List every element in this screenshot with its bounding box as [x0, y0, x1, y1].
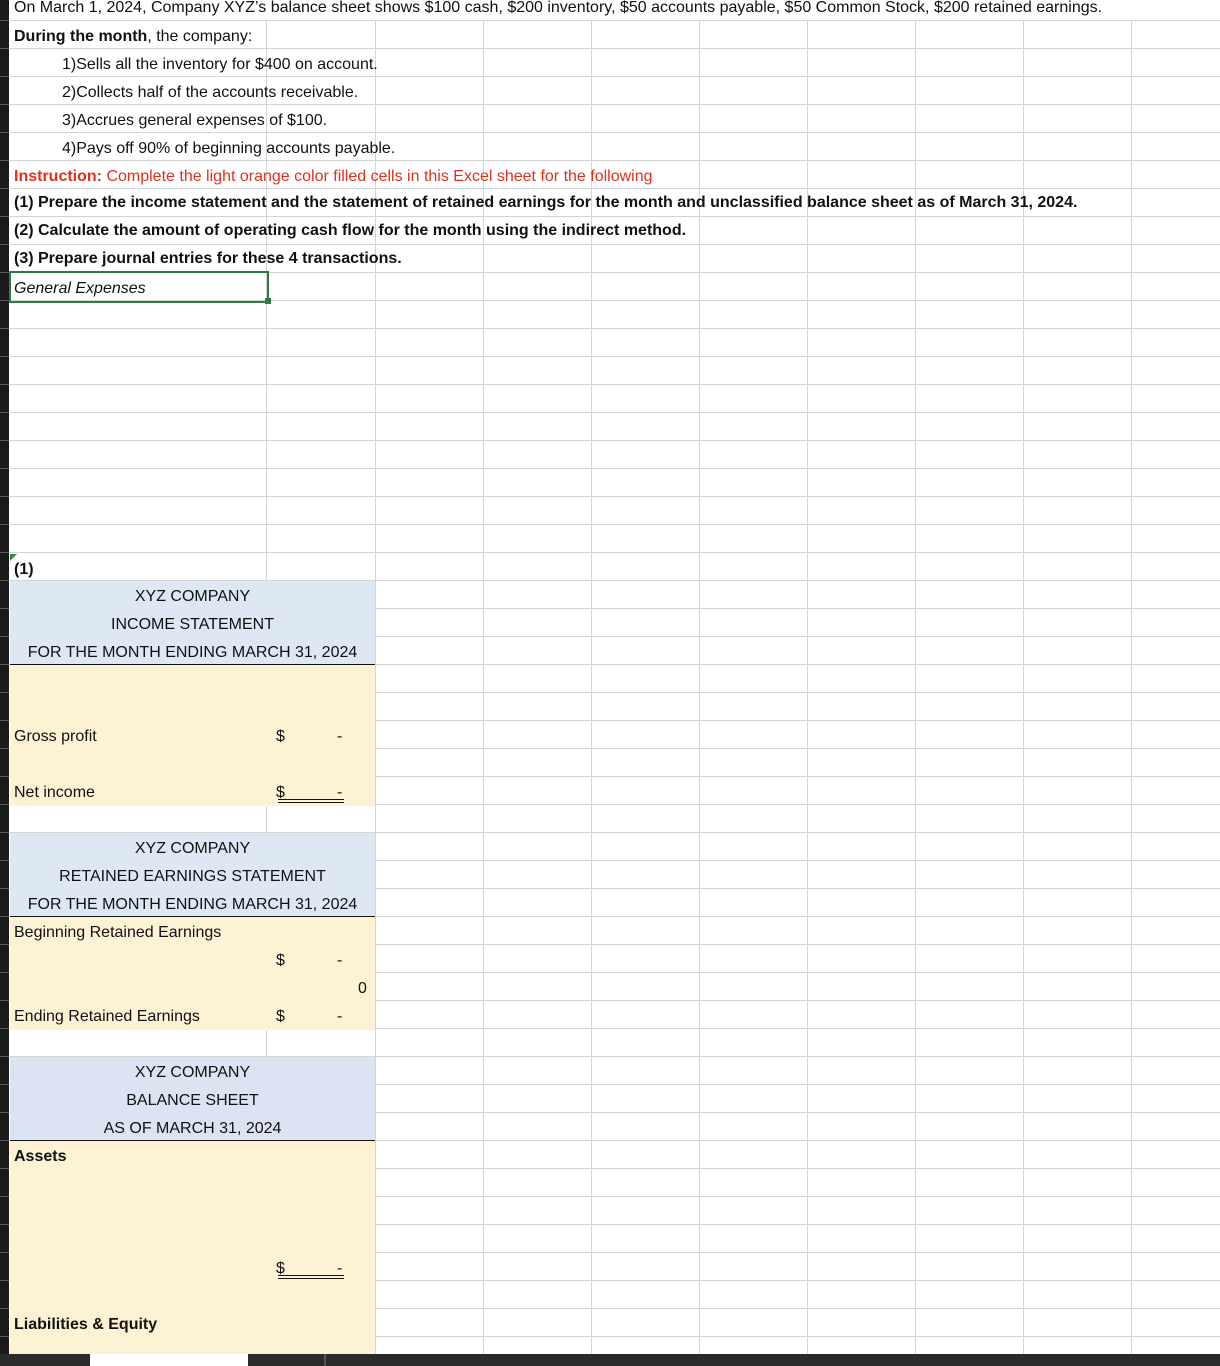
row-header-tick: [0, 20, 9, 21]
grid-row-line: [9, 244, 1220, 245]
total-assets-double-underline: [278, 1275, 344, 1279]
beginning-re-label: Beginning Retained Earnings: [14, 924, 222, 941]
row-header-tick: [0, 1028, 9, 1029]
grid-col-j: [1131, 20, 1132, 1354]
row-header-tick: [0, 1308, 9, 1309]
re-period: FOR THE MONTH ENDING MARCH 31, 2024: [27, 896, 358, 913]
liab-equity-label: Liabilities & Equity: [14, 1316, 158, 1333]
during-bold: During the month: [14, 28, 148, 45]
task-2: (2) Calculate the amount of operating cash flow for the month using the indirect method.: [14, 222, 687, 239]
total-assets-currency: $: [276, 1260, 285, 1277]
re-header-rule: [10, 916, 375, 917]
grid-row-line: [9, 440, 1220, 441]
row-header-tick: [0, 328, 9, 329]
row-header-tick: [0, 552, 9, 553]
instruction-rest: Complete the light orange color filled cells in this Excel sheet for the following: [102, 168, 653, 185]
problem-statement: On March 1, 2024, Company XYZ’s balance sheet shows $100 cash, $200 inventory, $50 accounts payable, $50 Common Stock, $200 retained earnings.: [14, 0, 1103, 16]
row-header-tick: [0, 76, 9, 77]
row-header-tick: [0, 832, 9, 833]
row-header-tick: [0, 944, 9, 945]
row-header-strip: [0, 0, 9, 1366]
row-header-tick: [0, 468, 9, 469]
grid-row-line: [9, 132, 1220, 133]
row-header-tick: [0, 356, 9, 357]
row-header-tick: [0, 272, 9, 273]
instruction-line: [14, 167, 653, 187]
transaction-1: 1)Sells all the inventory for $400 on account.: [62, 56, 378, 73]
row-header-tick: [0, 580, 9, 581]
grid-row-line: [9, 356, 1220, 357]
row-header-tick: [0, 48, 9, 49]
bs-title: BALANCE SHEET: [126, 1092, 259, 1109]
row-header-tick: [0, 1224, 9, 1225]
net-income-double-underline: [278, 799, 344, 803]
row-header-tick: [0, 804, 9, 805]
gross-profit-value[interactable]: -: [337, 728, 343, 745]
bs-company: XYZ COMPANY: [134, 1064, 251, 1081]
net-income-value[interactable]: -: [337, 784, 343, 801]
grid-row-line: [9, 104, 1220, 105]
sheet-tab-bar: [0, 1354, 1220, 1366]
assets-label: Assets: [14, 1148, 67, 1165]
active-sheet-tab[interactable]: [90, 1354, 248, 1366]
row-header-tick: [0, 720, 9, 721]
row-header-tick: [0, 1168, 9, 1169]
grid-col-h: [915, 20, 916, 1354]
re-company: XYZ COMPANY: [134, 840, 251, 857]
grid-row-line: [9, 188, 1220, 189]
row-header-tick: [0, 160, 9, 161]
re-line-currency: $: [276, 952, 285, 969]
grid-col-b-gap1: [266, 806, 267, 832]
tab-divider: [324, 1354, 326, 1366]
grid-col-b-gap2: [266, 1030, 267, 1056]
row-header-tick: [0, 244, 9, 245]
grid-row-line: [9, 496, 1220, 497]
instruction-bold: Instruction:: [14, 168, 102, 185]
row-header-tick: [0, 1140, 9, 1141]
during-line: [14, 27, 252, 47]
grid-col-f: [699, 20, 700, 1354]
net-income-currency: $: [276, 784, 285, 801]
grid-row-line: [9, 76, 1220, 77]
ending-re-value[interactable]: -: [337, 1008, 343, 1025]
row-header-tick: [0, 1084, 9, 1085]
re-zero-value[interactable]: 0: [358, 980, 367, 997]
row-header-tick: [0, 692, 9, 693]
row-header-tick: [0, 1000, 9, 1001]
row-header-tick: [0, 300, 9, 301]
grid-row-line: [9, 552, 1220, 553]
fill-handle[interactable]: [265, 298, 271, 304]
transaction-3: 3)Accrues general expenses of $100.: [62, 112, 328, 129]
section-label: (1): [14, 561, 34, 578]
row-header-tick: [0, 496, 9, 497]
during-rest: , the company:: [147, 28, 253, 45]
row-header-tick: [0, 216, 9, 217]
task-3: (3) Prepare journal entries for these 4 transactions.: [14, 250, 402, 267]
grid-row-line: [9, 48, 1220, 49]
ending-re-currency: $: [276, 1008, 285, 1025]
row-header-tick: [0, 916, 9, 917]
selected-cell-text: General Expenses: [14, 280, 146, 297]
row-header-tick: [0, 1252, 9, 1253]
re-title: RETAINED EARNINGS STATEMENT: [59, 868, 326, 885]
total-assets-value[interactable]: -: [337, 1260, 343, 1277]
grid-row-line: [9, 216, 1220, 217]
row-header-tick: [0, 776, 9, 777]
row-header-tick: [0, 524, 9, 525]
grid-row-line: [9, 412, 1220, 413]
transaction-2: 2)Collects half of the accounts receivable.: [62, 84, 359, 101]
row-header-tick: [0, 1336, 9, 1337]
grid-col-i: [1023, 20, 1024, 1354]
grid-row-line: [9, 468, 1220, 469]
row-header-tick: [0, 412, 9, 413]
row-header-tick: [0, 860, 9, 861]
row-header-tick: [0, 664, 9, 665]
row-header-tick: [0, 440, 9, 441]
row-header-tick: [0, 384, 9, 385]
row-header-tick: [0, 1280, 9, 1281]
grid-row-line: [9, 20, 1220, 21]
row-header-tick: [0, 748, 9, 749]
row-header-tick: [0, 1196, 9, 1197]
transaction-4: 4)Pays off 90% of beginning accounts payable.: [62, 140, 396, 157]
row-header-tick: [0, 888, 9, 889]
task-1: (1) Prepare the income statement and the statement of retained earnings for the month and unclassified balance sheet as of March 31, 2024.: [14, 194, 1078, 211]
re-line-value[interactable]: -: [337, 952, 343, 969]
row-header-tick: [0, 1112, 9, 1113]
gross-profit-currency: $: [276, 728, 285, 745]
grid-row-line: [9, 328, 1220, 329]
row-header-tick: [0, 972, 9, 973]
ending-re-label: Ending Retained Earnings: [14, 1008, 200, 1025]
is-company: XYZ COMPANY: [134, 588, 251, 605]
income-header-rule: [10, 664, 375, 665]
gross-profit-label: Gross profit: [14, 728, 97, 745]
grid-row-line: [9, 384, 1220, 385]
is-period: FOR THE MONTH ENDING MARCH 31, 2024: [27, 644, 358, 661]
grid-col-g: [807, 20, 808, 1354]
grid-row-line: [9, 160, 1220, 161]
row-header-tick: [0, 608, 9, 609]
row-header-tick: [0, 636, 9, 637]
is-title: INCOME STATEMENT: [111, 616, 274, 633]
bs-header-rule: [10, 1140, 375, 1141]
row-header-tick: [0, 1056, 9, 1057]
grid-row-line: [9, 524, 1220, 525]
row-header-tick: [0, 104, 9, 105]
net-income-label: Net income: [14, 784, 95, 801]
row-header-tick: [0, 132, 9, 133]
row-header-tick: [0, 188, 9, 189]
bs-period: AS OF MARCH 31, 2024: [103, 1120, 282, 1137]
